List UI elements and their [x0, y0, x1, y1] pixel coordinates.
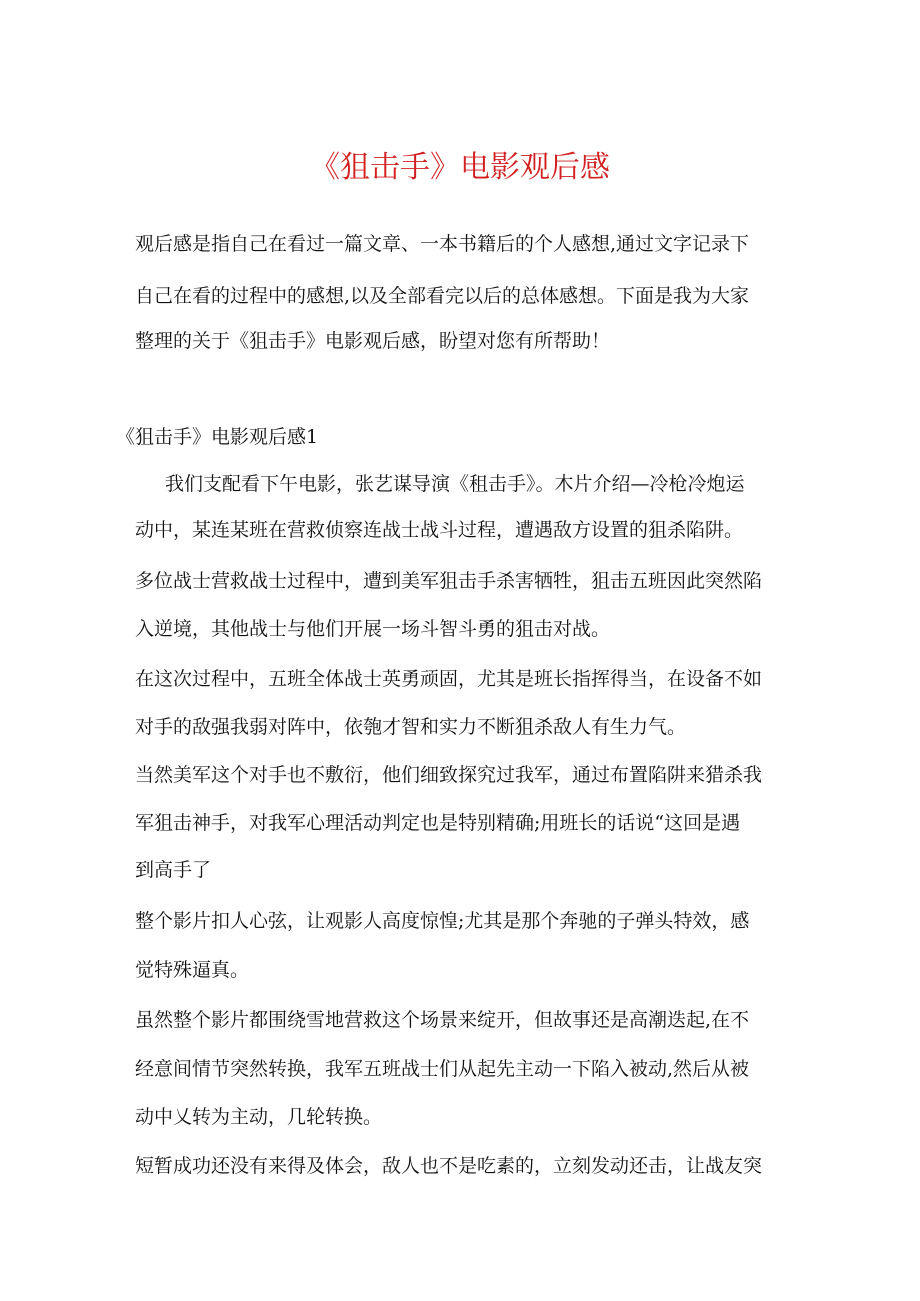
- body-line: 我们支配看下午电影，张艺谋导演《租击手》。木片介绍—冷枪冷炮运: [165, 473, 745, 495]
- intro-line: 自己在看的过程中的感想,以及全部看完以后的总体感想。下面是我为大家: [135, 285, 750, 307]
- section-heading: 《狙击手》电影观后感1: [116, 426, 319, 448]
- body-line: 在这次过程中，五班全体战士英勇顽固，尤其是班长指挥得当，在设备不如: [135, 668, 763, 690]
- body-line: 当然美军这个对手也不敷衍，他们细致探究过我军，通过布置陷阱来猎杀我: [135, 764, 763, 786]
- intro-line: 观后感是指自己在看过一篇文章、一本书籍后的个人感想,通过文字记录下: [135, 233, 750, 255]
- intro-line: 整理的关于《狙击手》电影观后感，盼望对您有所帮助！: [135, 330, 611, 352]
- body-line: 短暂成功还没有来得及体会，敌人也不是吃素的，立刻发动还击，让战友突: [135, 1155, 763, 1177]
- body-line: 入逆境，其他战士与他们开展一场斗智斗勇的狙击对战。: [135, 618, 611, 640]
- body-line: 经意间情节突然转换，我军五班战士们从起先主动一下陷入被动,然后从被: [135, 1058, 750, 1080]
- body-line: 军狙击神手，对我军心理活动判定也是特别精确;用班长的话说“这回是遇: [135, 812, 741, 834]
- body-line: 动中乂转为主动，几轮转换。: [135, 1106, 383, 1128]
- body-line: 虽然整个影片都围绕雪地营救这个场景来绽开，但故事还是高潮迭起,在不: [135, 1009, 750, 1031]
- body-line: 到高手了: [135, 859, 212, 881]
- body-line: 整个影片扣人心弦，让观影人高度惊惶;尤其是那个奔驰的子弹头特效，感: [135, 910, 750, 932]
- document-title: 《狙击手》电影观后感: [310, 150, 610, 185]
- body-line: 觉特殊逼真。: [135, 959, 250, 981]
- body-line: 动中，某连某班在营救侦察连战士战斗过程，遭遇敌方设置的狙杀陷阱。: [135, 519, 744, 541]
- body-line: 对手的敌强我弱对阵中，依匏才智和实力不断狙杀敌人有生力气。: [135, 716, 687, 738]
- body-line: 多位战士营救战士过程中，遭到美军狙击手杀害牺牲，狙击五班因此突然陷: [135, 570, 763, 592]
